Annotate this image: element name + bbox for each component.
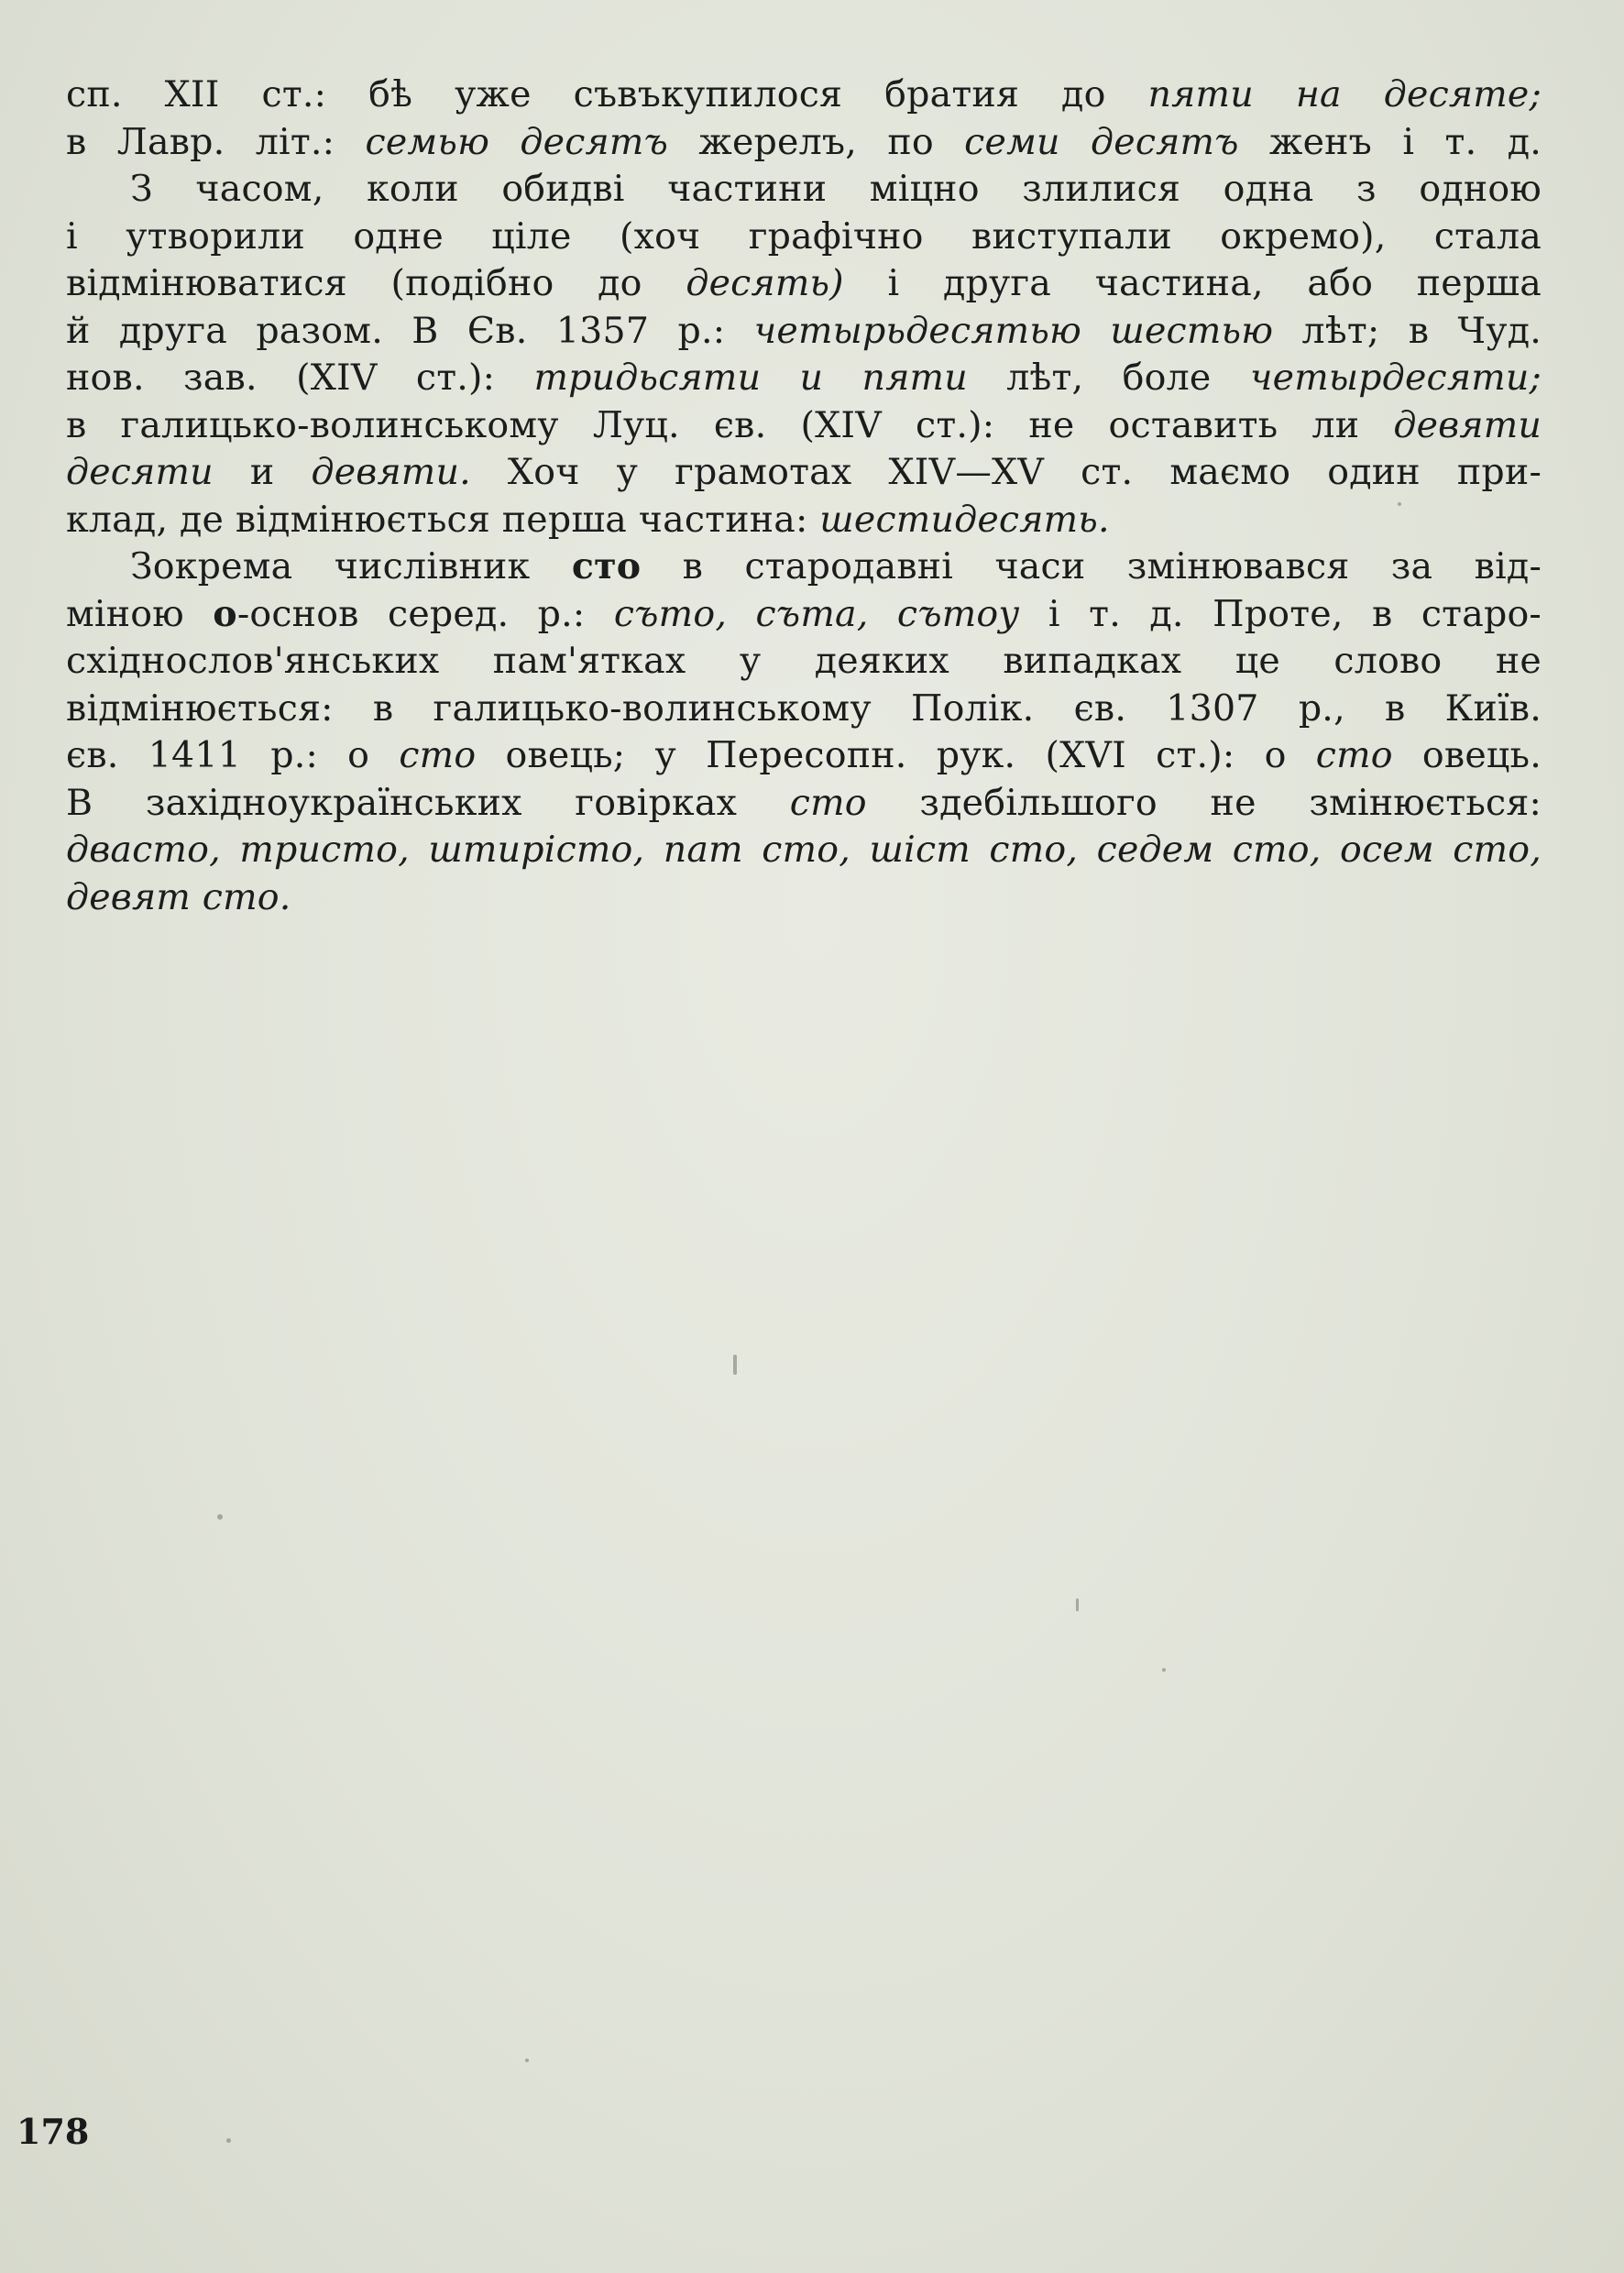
page-number: 178 xyxy=(16,2111,90,2152)
italic-text: сто xyxy=(399,734,477,776)
italic-text: девяти xyxy=(1393,403,1542,446)
text-segment: міною xyxy=(66,592,214,635)
text-segment: З часом, коли обидві частини міцно злилися одна з одною xyxy=(130,168,1542,210)
italic-text: съто, съта, сътоу xyxy=(613,592,1020,635)
text-line xyxy=(66,119,1542,167)
text-line xyxy=(66,71,1542,119)
italic-text: четырьдесятью шестью xyxy=(753,309,1274,352)
italic-text: сто xyxy=(1315,734,1393,776)
text-segment: женъ і т. д. xyxy=(1238,120,1542,163)
text-segment: овець; у Пересопн. рук. (XVI ст.): о xyxy=(476,734,1316,776)
text-segment: і друга частина, або перша xyxy=(843,262,1542,304)
paper-speck xyxy=(733,1355,737,1375)
text-segment: В західноукраїнських говірках xyxy=(66,781,790,824)
text-segment: в галицько-волинському Луц. єв. (XIV ст.): не оставить ли xyxy=(66,403,1394,446)
text-segment: лѣт, боле xyxy=(967,357,1250,399)
text-line xyxy=(66,166,1542,214)
text-segment: єв. 1411 р.: о xyxy=(66,734,400,776)
text-segment: сп. XII ст.: бѣ уже съвъкупилося братия до xyxy=(66,73,1148,115)
italic-text: шестидесять. xyxy=(819,498,1110,541)
paper-speck xyxy=(1398,502,1401,506)
text-segment: в стародавні часи змінювався за від- xyxy=(641,545,1542,587)
text-line xyxy=(66,497,1542,544)
text-segment: и xyxy=(213,451,312,493)
text-segment: лѣт; в Чуд. xyxy=(1273,309,1542,352)
text-segment: і т. д. Проте, в старо- xyxy=(1019,592,1542,635)
italic-text: семи десятъ xyxy=(964,120,1239,163)
text-segment: здебільшого не змінюється: xyxy=(866,781,1542,824)
text-segment: жерелъ, по xyxy=(668,120,965,163)
text-line xyxy=(66,780,1542,828)
text-segment: -основ серед. р.: xyxy=(236,592,614,635)
text-line xyxy=(66,638,1542,686)
text-line xyxy=(66,874,1542,922)
text-line xyxy=(66,827,1542,874)
text-line xyxy=(66,591,1542,639)
bold-text: о xyxy=(213,592,237,635)
italic-text: десять) xyxy=(686,262,844,304)
text-segment: відмінюється: в галицько-волинському Полік. єв. 1307 р., в Київ. xyxy=(66,686,1542,730)
text-segment: і утворили одне ціле (хоч графічно виступали окремо), стала xyxy=(66,214,1542,258)
text-line xyxy=(66,544,1542,591)
paper-speck xyxy=(1162,1668,1166,1672)
text-segment: Хоч у грамотах XIV—XV ст. маємо один при- xyxy=(470,451,1542,493)
bold-text: сто xyxy=(571,545,642,587)
paper-speck xyxy=(525,2059,529,2062)
text-segment: нов. зав. (XIV ст.): xyxy=(66,357,534,399)
text-segment: відмінюватися (подібно до xyxy=(66,262,686,304)
text-line xyxy=(66,686,1542,733)
text-line xyxy=(66,449,1542,497)
italic-text: десяти xyxy=(66,451,214,493)
text-segment: Зокрема числівник xyxy=(130,545,572,587)
text-line xyxy=(66,308,1542,356)
italic-text: пяти на десяте; xyxy=(1147,73,1542,115)
italic-text: тридьсяти и пяти xyxy=(533,357,968,399)
body-text xyxy=(66,71,1542,921)
text-segment: східнослов'янських пам'ятках у деяких випадках це слово не xyxy=(66,640,1542,682)
text-line xyxy=(66,355,1542,402)
text-line xyxy=(66,732,1542,780)
italic-text: двасто, тристо, штирісто, пат сто, шіст сто, седем сто, осем сто, xyxy=(66,829,1542,871)
text-line xyxy=(66,260,1542,308)
text-segment: в Лавр. літ.: xyxy=(66,120,366,163)
paper-speck xyxy=(1076,1598,1079,1611)
text-line xyxy=(66,214,1542,261)
italic-text: семью десятъ xyxy=(365,120,669,163)
paper-speck xyxy=(217,1514,223,1520)
text-segment: й друга разом. В Єв. 1357 р.: xyxy=(66,309,754,352)
italic-text: девяти. xyxy=(311,451,471,493)
text-line xyxy=(66,402,1542,450)
italic-text: четырдесяти; xyxy=(1249,357,1542,399)
italic-text: сто xyxy=(789,781,867,824)
text-segment: овець. xyxy=(1392,734,1542,776)
text-segment: клад, де відмінюється перша частина: xyxy=(66,498,820,541)
paper-speck xyxy=(226,2138,231,2143)
italic-text: девят сто. xyxy=(66,875,291,918)
